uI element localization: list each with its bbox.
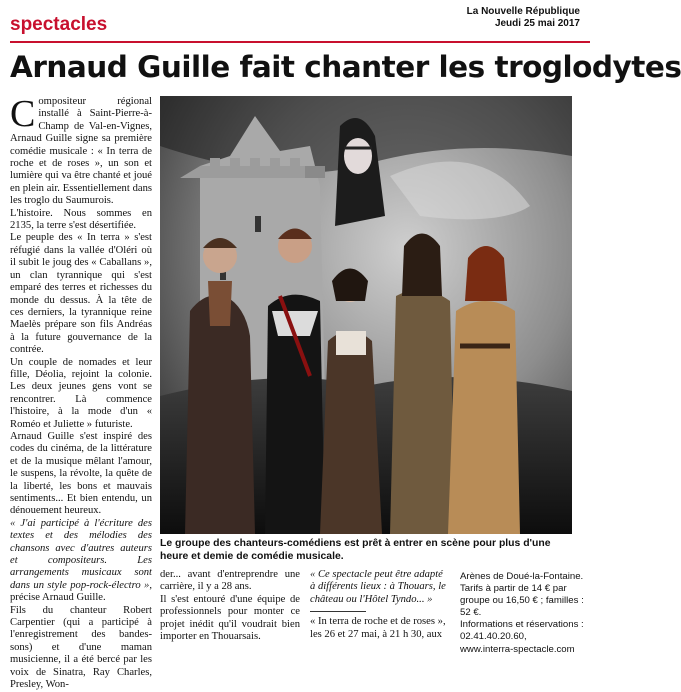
section-label: spectacles bbox=[10, 14, 108, 35]
article-column-3 bbox=[310, 569, 450, 641]
show-info: « In terra de roche et de roses », les 26 et 27 mai, à 21 h 30, aux bbox=[310, 616, 446, 640]
cast-photo bbox=[160, 96, 572, 534]
prices: Tarifs à partir de 14 € par groupe ou 16,50 € ; familles : 52 €. bbox=[460, 583, 584, 619]
intro-paragraph bbox=[10, 93, 152, 208]
quote-paragraph bbox=[10, 518, 152, 605]
intro-text: ompositeur régional installé à Saint-Pierre-à-Champ de Val-en-Vignes, Arnaud Guille signe sa première comédie musicale : « In terra de roche et de roses », un son et lumière qui va être chanté et joué en plein air. Essentiellement dans les troglo du Saumurois. bbox=[10, 96, 152, 207]
paragraph: Le peuple des « In terra » s'est réfugié dans la vallée d'Oléri où il subit le joug des « Caballans », un clan tyrannique qui s'est emparé des terres et richesses du monde du dessus. À la tête de ces derniers, la tyrannique reine Maelès prépare son fils Andréas à la future gouvernance de la contrée. bbox=[10, 232, 152, 356]
paragraph: L'histoire. Nous sommes en 2135, la terre s'est désertifiée. bbox=[10, 207, 152, 232]
paragraph: der... avant d'entreprendre une carrière, il y a 28 ans. bbox=[160, 569, 300, 593]
article-column-2 bbox=[160, 569, 300, 643]
newspaper-name: La Nouvelle République bbox=[466, 6, 580, 17]
cast-photo-illustration bbox=[160, 96, 572, 534]
inline-quote: « J'ai participé à l'écriture des textes et des mélodies des chansons avec d'autres auteurs et compositeurs. Les arrangements musicaux sont dans un style pop-rock-électro » bbox=[10, 517, 152, 591]
separator-rule bbox=[310, 611, 366, 612]
issue-date: Jeudi 25 mai 2017 bbox=[494, 18, 580, 29]
venue: Arènes de Doué-la-Fontaine. bbox=[460, 571, 584, 582]
section-rule bbox=[10, 41, 590, 43]
booking-label: Informations et réservations : bbox=[460, 619, 584, 631]
paragraph: Arnaud Guille s'est inspiré des codes du cinéma, de la littérature et de la musique mêlant l'amour, le suspens, la révolte, la quête de la liberté, les bons et mauvais sentiments... Et bien entendu, un dénouement heureux. bbox=[10, 430, 152, 517]
photo-caption: Le groupe des chanteurs-comédiens est prêt à entrer en scène pour plus d'une heure et demie de comédie musicale. bbox=[160, 538, 551, 562]
practical-info bbox=[460, 571, 590, 656]
paragraph: Un couple de nomades et leur fille, Déolia, rejoint la colonie. Les deux jeunes gens vont se rencontrer. Là commence l'histoire, à la mode d'un « Roméo et Juliette » futuriste. bbox=[10, 356, 152, 430]
website: www.interra-spectacle.com bbox=[460, 643, 575, 655]
masthead bbox=[467, 6, 580, 30]
pull-quote: « Ce spectacle peut être adapté à différents lieux : à Thouars, le château ou l'Hôtel Tyndo... » bbox=[310, 569, 446, 605]
paragraph: Il s'est entouré d'une équipe de professionnels pour monter ce projet inédit qu'il voudrait bien importer en Thouarsais. bbox=[160, 593, 300, 643]
paragraph: Fils du chanteur Robert Carpentier (qui a participé à l'enregistrement des bandes-sons) et d'une maman musicienne, il a été bercé par les voix de Sinatra, Ray Charles, Presley, Won- bbox=[10, 604, 152, 691]
headline: Arnaud Guille fait chanter les troglodytes bbox=[10, 50, 681, 84]
page-header bbox=[0, 0, 600, 44]
drop-cap: C bbox=[10, 93, 36, 135]
article-column-1 bbox=[10, 93, 152, 692]
quote-attribution: , précise Arnaud Guille. bbox=[10, 579, 152, 604]
phone-number: 02.41.40.20.60, bbox=[460, 631, 527, 643]
